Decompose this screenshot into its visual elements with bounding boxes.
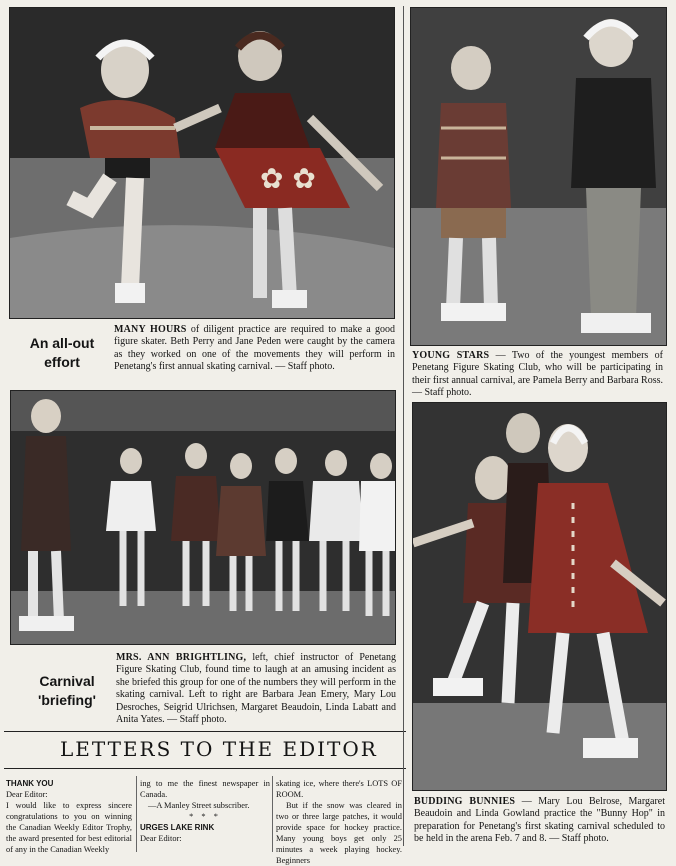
kicker-line-2: effort [44, 354, 80, 370]
caption-effort [114, 324, 395, 374]
photo-budding-bunnies [412, 402, 667, 791]
letters-column-2 [140, 778, 270, 844]
letter-heading-urges-lake-rink: URGES LAKE RINK [140, 823, 215, 832]
letter-salutation: Dear Editor: [140, 834, 182, 843]
letters-column-1 [6, 778, 132, 855]
kicker-carnival-briefing [22, 672, 112, 710]
letters-header: LETTERS TO THE EDITOR [60, 737, 378, 761]
letter-text: ing to me the finest newspaper in Canada. [140, 779, 270, 799]
caption-young-stars [412, 350, 663, 400]
letter-salutation: Dear Editor: [6, 790, 48, 799]
kicker-line-2: 'briefing' [38, 692, 96, 708]
caption-body: of diligent practice are required to make a good figure skater. Beth Perry and Jane Peden were caught by the camera as they worked on one of the movements they will perform in Penetang's first annual skating carnival. — Staff photo. [114, 324, 395, 373]
letter-text: But if the snow was cleared in two or three large patches, it would provide space for hockey practice. Many young boys get only 25 minutes a week playing hockey. Beginners [276, 801, 402, 865]
caption-lead: MRS. ANN BRIGHTLING, [116, 652, 247, 663]
photo-figure-skating-pair [9, 7, 395, 319]
caption-lead: MANY HOURS [114, 324, 187, 335]
letter-separator: * * * [189, 812, 221, 821]
letter-text: I would like to express sincere congratulations to you on winning the Canadian Weekly Editor Trophy, the award presented for best editorial of any in the Canadian Weekly [6, 801, 132, 854]
letters-bottom-rule [4, 768, 406, 769]
column-divider [403, 6, 404, 846]
kicker-line-1: Carnival [39, 673, 95, 689]
column-divider [272, 776, 273, 852]
caption-body: left, chief instructor of Penetang Figure Skating Club, found time to laugh at an amusing incident as she briefed this group for one of the numbers they will perform in the skating carnival. Left to right are Barbara Jean Emery, Mary Lou Desroches, Seigrid Ulrichsen, Margaret Beaudoin, Linda Labatt and Anita Yates. — Staff photo. [116, 652, 397, 726]
kicker-line-1: An all-out [29, 335, 95, 351]
caption-body: — Mary Lou Belrose, Margaret Beaudoin and Linda Gowland practice the "Bunny Hop" in preparation for Penetang's first skating carnival scheduled to be held in the arena Feb. 7 and 8. — Staff photo. [414, 796, 666, 845]
letters-top-rule [4, 731, 406, 732]
caption-lead: YOUNG STARS [412, 350, 490, 361]
column-divider [136, 776, 137, 852]
kicker-all-out-effort [18, 334, 106, 372]
letter-signoff: —A Manley Street subscriber. [148, 801, 250, 810]
photo-carnival-briefing [10, 390, 396, 645]
svg-text:✿ ✿: ✿ ✿ [260, 162, 316, 195]
letter-text: skating ice, where there's LOTS OF ROOM. [276, 779, 402, 799]
caption-lead: BUDDING BUNNIES [414, 796, 516, 807]
caption-briefing [116, 652, 396, 726]
caption-body: — Two of the youngest members of Penetang Figure Skating Club, who will be participating in their first annual carnival, are Pamela Berry and Barbara Ross. — Staff photo. [412, 350, 663, 399]
caption-bunnies [414, 796, 665, 846]
letters-column-3 [276, 778, 402, 866]
photo-young-stars [410, 7, 667, 346]
letter-heading-thank-you: THANK YOU [6, 779, 54, 788]
